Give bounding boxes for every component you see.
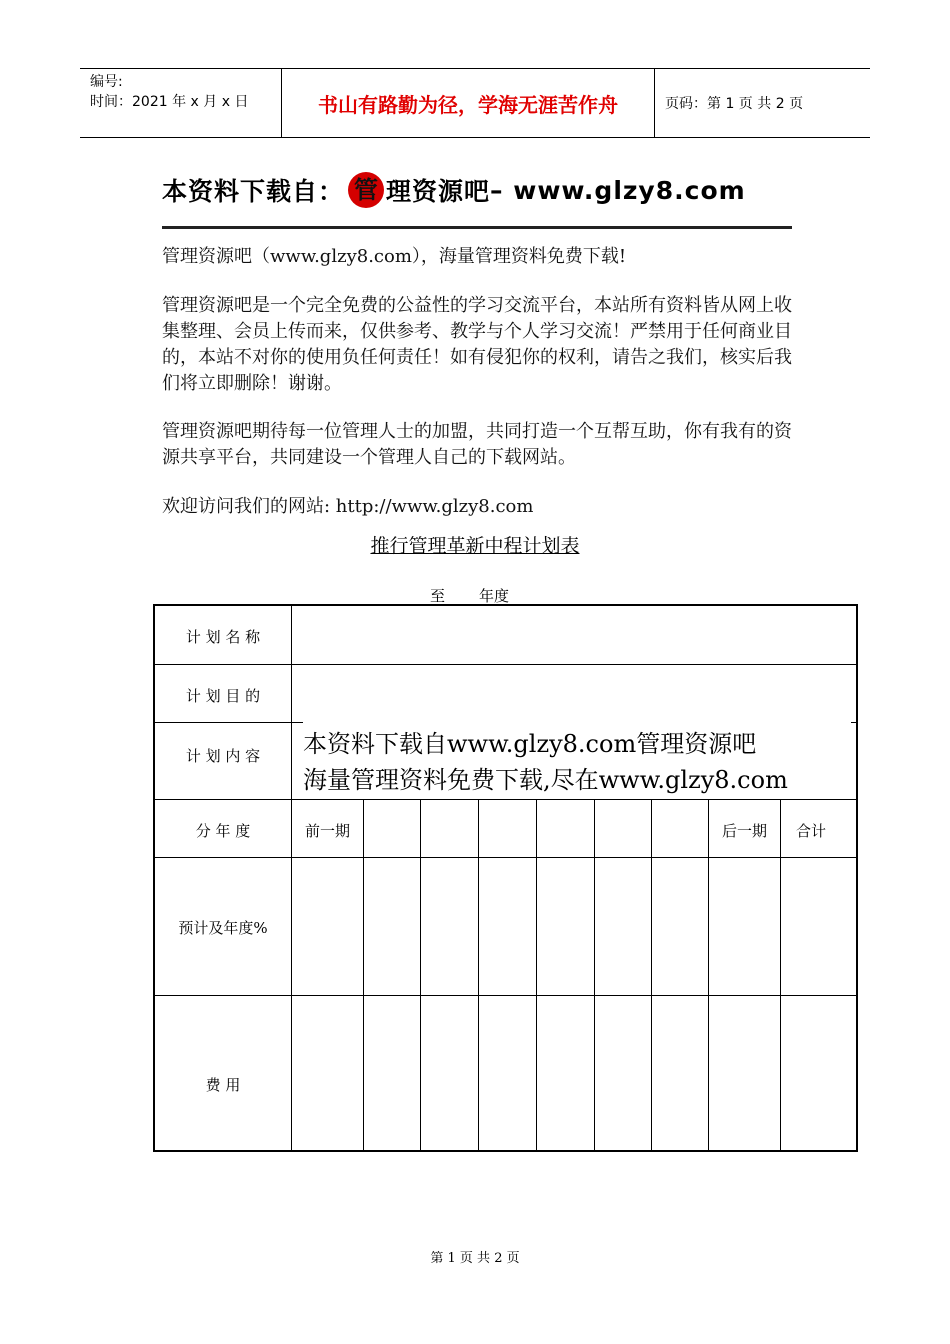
table-rule	[651, 799, 652, 1152]
year-header-last: 后一期	[721, 822, 767, 840]
table-rule	[153, 857, 858, 858]
page-title-text: 推行管理革新中程计划表	[370, 535, 580, 557]
download-banner	[162, 170, 792, 210]
row-label-cost: 费 用	[205, 1076, 241, 1094]
banner-divider	[162, 226, 792, 229]
table-rule	[780, 799, 781, 1152]
year-to: 至	[430, 587, 446, 605]
time-label: 时间：2021 年 x 月 x 日	[90, 94, 249, 110]
site-logo-icon: 管	[348, 172, 384, 208]
header-strip	[80, 68, 870, 138]
intro-paragraph: 管理资源吧（www.glzy8.com），海量管理资料免费下载!	[162, 246, 627, 267]
header-meta	[80, 69, 282, 137]
banner-prefix: 本资料下载自：	[162, 177, 345, 206]
table-rule	[594, 799, 595, 1152]
row-label-by-year: 分 年 度	[195, 822, 251, 840]
table-rule	[478, 799, 479, 1152]
table-rule	[420, 799, 421, 1152]
banner-suffix: – www.glzy8.com	[490, 175, 746, 205]
number-label: 编号:	[90, 74, 123, 90]
watermark-line-2: 海量管理资料免费下载,尽在www.glzy8.com	[303, 766, 788, 794]
page-info: 页码：第 1 页 共 2 页	[665, 96, 804, 112]
watermark-line-1: 本资料下载自www.glzy8.com管理资源吧	[303, 730, 757, 758]
table-rule	[291, 604, 292, 1152]
year-range	[430, 585, 509, 606]
table-rule	[153, 995, 858, 996]
website-paragraph: 欢迎访问我们的网站: http://www.glzy8.com	[162, 496, 534, 517]
disclaimer-paragraph: 管理资源吧是一个完全免费的公益性的学习交流平台，本站所有资料皆从网上收集整理、会员上传而来，仅供参考、教学与个人学习交流！严禁用于任何商业目的，本站不对你的使用负任何责任！如有侵犯你的权利，请告之我们，核实后我们将立即删除！谢谢。	[162, 295, 792, 394]
row-label-plan-content: 计 划 内 容	[185, 747, 261, 765]
invite-paragraph: 管理资源吧期待每一位管理人士的加盟，共同打造一个互帮互助，你有我有的资源共享平台，共同建设一个管理人自己的下载网站。	[162, 421, 792, 468]
year-label: 年度	[479, 587, 510, 605]
year-header-total: 合计	[795, 822, 826, 840]
table-rule	[536, 799, 537, 1152]
table-rule	[708, 799, 709, 1152]
download-watermark	[303, 722, 851, 798]
table-rule	[153, 664, 858, 665]
page-title	[0, 531, 950, 558]
banner-site-name: 理资源吧	[386, 177, 491, 206]
page-footer: 第 1 页 共 2 页	[430, 1251, 520, 1266]
table-rule	[363, 799, 364, 1152]
row-label-estimate: 预计及年度%	[178, 919, 268, 937]
motto: 书山有路勤为径，学海无涯苦作舟	[282, 69, 655, 137]
row-label-plan-name: 计 划 名 称	[185, 628, 261, 646]
row-label-plan-goal: 计 划 目 的	[185, 687, 261, 705]
year-header-first: 前一期	[304, 822, 350, 840]
table-rule	[153, 799, 858, 800]
